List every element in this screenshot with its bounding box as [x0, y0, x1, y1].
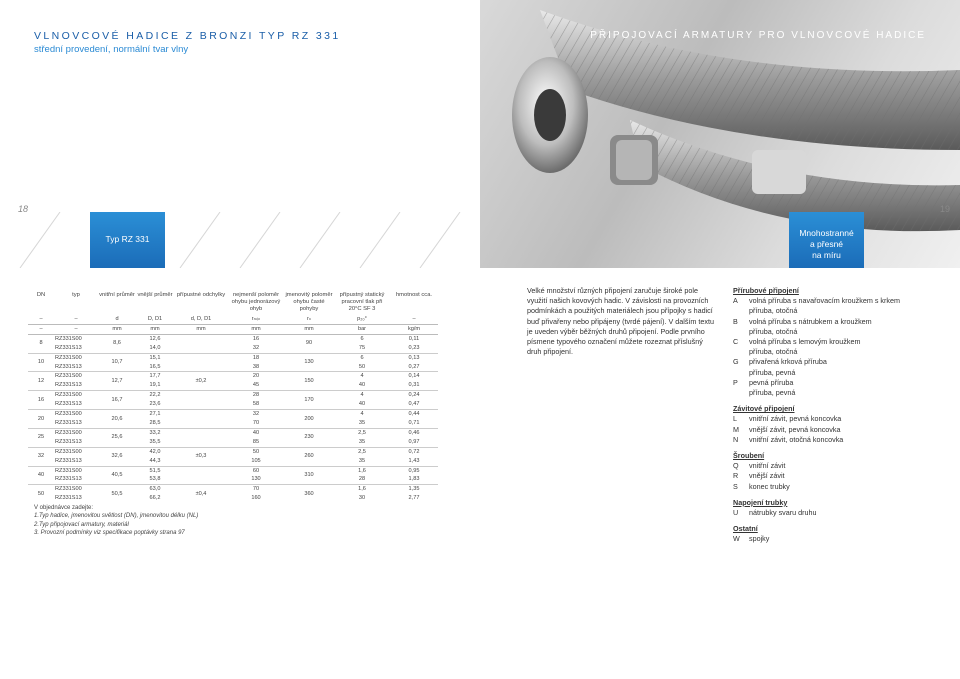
unit-cell: mm [228, 324, 284, 334]
table-cell: 18 [228, 353, 284, 362]
left-page-header [0, 0, 480, 268]
table-row [28, 344, 438, 353]
table-cell: 85 [252, 438, 260, 445]
table-cell: 0,47 [408, 401, 420, 408]
legend-description: vnitřní závit, otočná koncovka [749, 434, 844, 444]
legend-item [733, 388, 933, 398]
table-cell: 360 [284, 485, 334, 503]
legend-section [733, 524, 933, 544]
unit-cell: – [54, 324, 98, 334]
table-cell: 0,14 [390, 372, 438, 381]
table-cell [174, 391, 228, 410]
table-cell: RZ331S00 [54, 428, 98, 437]
table-cell: 42,0 [136, 447, 174, 456]
slogan-badge [789, 212, 864, 268]
table-cell: 14,0 [149, 344, 161, 351]
table-row [28, 447, 438, 456]
symbol-cell: – [74, 316, 78, 322]
table-cell: 0,46 [390, 428, 438, 437]
table-cell: 16 [228, 334, 284, 343]
table-row [28, 391, 438, 400]
col-header: vnitřní průměr [99, 292, 135, 298]
legend-item [733, 306, 933, 316]
table-cell: 70 [228, 485, 284, 494]
col-header: DN [36, 292, 46, 298]
legend-code: C [733, 337, 739, 347]
symbol-cell: – [39, 316, 43, 322]
table-cell: 32 [28, 447, 54, 466]
legend-description: vnitřní závit, pevná koncovka [749, 414, 842, 424]
table-cell: RZ331S13 [55, 363, 82, 370]
legend-item [733, 425, 933, 435]
legend-item [733, 471, 933, 481]
table-cell: 1,35 [390, 485, 438, 494]
type-badge [90, 212, 165, 268]
symbol-cell: – [412, 316, 416, 322]
table-cell: 16,5 [149, 363, 161, 370]
table-cell: 35 [358, 457, 366, 464]
legend-description: vnější závit, pevná koncovka [749, 424, 841, 434]
table-cell: 17,7 [136, 372, 174, 381]
table-row [28, 466, 438, 475]
intro-paragraph: Velké množství různých připojení zaručuje široké pole využití našich kovových hadic. V závislosti na provozních podmínkách a použitých materiálech jsou přípojky s hadicí buď přivařeny nebo připájeny (tvrdé pájení). V dalším textu je uveden výběr běžných druhů připojení. Podle prvního písmene typového označení můžete rozeznat příslušný druh připojení. [527, 286, 714, 357]
table-cell: 16,7 [98, 391, 136, 410]
legend-item [733, 327, 933, 337]
legend-description: vnější závit [749, 471, 785, 481]
col-header: vnější průměr [137, 292, 173, 298]
table-cell: 12,6 [136, 334, 174, 343]
table-cell: 2,77 [408, 495, 420, 502]
table-cell: RZ331S00 [54, 485, 98, 494]
legend-code: B [733, 316, 738, 326]
col-header: nejmenší poloměr ohybu jednorázový ohyb [231, 292, 281, 312]
legend-code: S [733, 481, 738, 491]
symbol-cell: d, D, D1 [190, 316, 212, 322]
legend-item [733, 461, 933, 471]
spec-table-wrapper [28, 290, 438, 503]
legend-description: nátrubky svaru druhu [749, 508, 817, 518]
table-cell: 10,7 [98, 353, 136, 372]
table-cell: RZ331S13 [55, 401, 82, 408]
legend-code: Q [733, 461, 739, 471]
legend-item [733, 414, 933, 424]
table-cell: ±0,2 [174, 372, 228, 391]
table-cell: 28 [228, 391, 284, 400]
table-cell: 200 [284, 410, 334, 429]
table-cell: 310 [284, 466, 334, 485]
col-header: jmenovitý poloměr ohybu časté pohyby [285, 292, 333, 312]
legend-section [733, 404, 933, 445]
spec-table-body [28, 334, 438, 503]
table-cell: 150 [284, 372, 334, 391]
table-cell: 1,6 [334, 466, 390, 475]
table-cell: 32,6 [98, 447, 136, 466]
legend-heading: Šroubení [733, 451, 765, 461]
legend-description: příruba, pevná [749, 388, 796, 398]
table-cell: 19,1 [149, 382, 161, 389]
table-cell: 44,3 [149, 457, 161, 464]
unit-cell: mm [284, 324, 334, 334]
order-notes [34, 504, 198, 537]
col-header: přípustný statický pracovní tlak při 20°C SF 3 [339, 292, 385, 312]
table-cell: RZ331S00 [54, 391, 98, 400]
table-cell: 6 [334, 334, 390, 343]
table-cell [174, 466, 228, 485]
legend-item [733, 347, 933, 357]
table-cell: 22,2 [136, 391, 174, 400]
table-cell: 2,5 [334, 447, 390, 456]
product-photo [480, 0, 960, 268]
slogan-line: na míru [812, 250, 841, 260]
legend-item [733, 534, 933, 544]
legend-item [733, 378, 933, 388]
table-cell: 0,11 [390, 334, 438, 343]
table-cell: 8,6 [98, 334, 136, 353]
table-cell: ±0,4 [174, 485, 228, 503]
legend-item [733, 317, 933, 327]
left-page-number: 18 [18, 204, 29, 214]
legend-description: příruba, otočná [749, 306, 798, 316]
table-cell: RZ331S00 [54, 372, 98, 381]
table-units-row [28, 324, 438, 334]
table-cell: 0,27 [408, 363, 420, 370]
unit-cell: mm [136, 324, 174, 334]
legend-code [733, 347, 749, 357]
table-cell: 40 [358, 382, 366, 389]
legend-description: volná příruba s navařovacím kroužkem s krkem [749, 296, 900, 306]
table-cell: 4 [334, 410, 390, 419]
legend-code: W [733, 534, 740, 544]
table-cell: 40,5 [98, 466, 136, 485]
table-cell: 25,6 [98, 428, 136, 447]
table-cell: 90 [284, 334, 334, 353]
table-cell: 0,13 [390, 353, 438, 362]
connection-legend [733, 286, 933, 551]
table-cell: RZ331S13 [55, 438, 82, 445]
table-cell: ±0,3 [174, 447, 228, 466]
note-item: 3. Provozní podmínky viz specifikace poptávky strana 97 [34, 529, 185, 536]
legend-item [733, 296, 933, 306]
table-cell: 105 [251, 457, 261, 464]
table-cell: 50 [358, 363, 366, 370]
table-cell: 50 [28, 485, 54, 503]
table-cell: 75 [358, 344, 366, 351]
table-cell: 66,2 [149, 495, 161, 502]
table-cell: 33,2 [136, 428, 174, 437]
slogan-line: Mnohostranné [799, 228, 854, 238]
table-cell: 38 [252, 363, 260, 370]
legend-heading: Napojení trubky [733, 497, 788, 507]
table-cell: 50,5 [98, 485, 136, 503]
table-symbol-row [28, 315, 438, 324]
legend-heading: Ostatní [733, 524, 758, 534]
table-cell: 63,0 [136, 485, 174, 494]
table-row [28, 475, 438, 484]
legend-code [733, 368, 749, 378]
table-cell: RZ331S13 [55, 344, 82, 351]
left-page-title: VLNOVCOVÉ HADICE Z BRONZI TYP RZ 331 [34, 30, 341, 42]
left-page-subtitle: střední provedení, normální tvar vlny [34, 44, 189, 55]
table-row [28, 381, 438, 390]
unit-cell: mm [98, 324, 136, 334]
col-header: hmotnost cca. [395, 292, 433, 298]
legend-code: G [733, 357, 739, 367]
table-cell: 20 [228, 372, 284, 381]
slogan-line: a přesné [809, 239, 844, 249]
table-cell: RZ331S00 [54, 447, 98, 456]
legend-description: volná příruba s lemovým kroužkem [749, 337, 861, 347]
table-cell [174, 334, 228, 353]
legend-description: pevná příruba [749, 377, 794, 387]
table-row [28, 410, 438, 419]
table-row [28, 457, 438, 466]
table-cell: 8 [28, 334, 54, 353]
table-cell: 0,44 [390, 410, 438, 419]
table-cell: 25 [28, 428, 54, 447]
table-cell: 20 [28, 410, 54, 429]
table-cell: 4 [334, 391, 390, 400]
legend-section [733, 451, 933, 492]
legend-item [733, 508, 933, 518]
table-cell: 170 [284, 391, 334, 410]
table-cell: 1,83 [408, 476, 420, 483]
right-page-number: 19 [939, 204, 950, 214]
table-cell: 6 [334, 353, 390, 362]
table-cell: 40 [228, 428, 284, 437]
table-cell: 51,5 [136, 466, 174, 475]
table-cell [174, 410, 228, 429]
legend-code: N [733, 434, 739, 444]
legend-description: vnitřní závit [749, 461, 786, 471]
legend-code: L [733, 414, 737, 424]
table-cell: 0,24 [390, 391, 438, 400]
table-row [28, 334, 438, 343]
right-page-title: PŘIPOJOVACÍ ARMATURY PRO VLNOVCOVÉ HADICE [590, 30, 926, 41]
table-cell: RZ331S00 [54, 466, 98, 475]
symbol-cell: rₙ [306, 316, 312, 322]
table-cell: 23,6 [149, 401, 161, 408]
table-cell: 0,23 [408, 344, 420, 351]
table-cell: RZ331S13 [55, 419, 82, 426]
table-cell: 27,1 [136, 410, 174, 419]
symbol-cell: d [115, 316, 119, 322]
table-cell: RZ331S13 [55, 476, 82, 483]
table-cell: 4 [334, 372, 390, 381]
type-badge-label: Typ RZ 331 [105, 234, 150, 244]
legend-item [733, 368, 933, 378]
legend-item [733, 435, 933, 445]
legend-description: volná příruba s nátrubkem a kroužkem [749, 316, 872, 326]
legend-item [733, 357, 933, 367]
symbol-cell: p₂₀° [357, 316, 367, 322]
table-cell: 15,1 [136, 353, 174, 362]
table-cell: 35,5 [149, 438, 161, 445]
table-cell: 160 [251, 495, 261, 502]
table-cell [174, 353, 228, 372]
table-row [28, 438, 438, 447]
table-row [28, 428, 438, 437]
legend-code: U [733, 508, 739, 518]
table-cell: 12 [28, 372, 54, 391]
table-row [28, 494, 438, 503]
unit-cell: – [28, 324, 54, 334]
table-row [28, 372, 438, 381]
legend-description: příruba, otočná [749, 347, 798, 357]
legend-description: přivařená krková příruba [749, 357, 827, 367]
symbol-cell: D, D1 [147, 316, 163, 322]
table-row [28, 363, 438, 372]
legend-code [733, 306, 749, 316]
unit-cell: bar [334, 324, 390, 334]
table-cell: 130 [284, 353, 334, 372]
table-cell: 32 [228, 410, 284, 419]
table-cell: RZ331S13 [55, 457, 82, 464]
legend-description: konec trubky [749, 481, 790, 491]
decorative-stripes [0, 212, 480, 268]
table-cell: 30 [358, 495, 366, 502]
table-cell: RZ331S13 [55, 382, 82, 389]
table-cell: 260 [284, 447, 334, 466]
table-cell: 28,5 [149, 419, 161, 426]
legend-code: M [733, 424, 739, 434]
table-cell: 230 [284, 428, 334, 447]
legend-description: příruba, pevná [749, 367, 796, 377]
legend-section [733, 286, 933, 398]
table-cell: 0,31 [408, 382, 420, 389]
table-row [28, 353, 438, 362]
table-cell: 53,8 [149, 476, 161, 483]
table-cell: 35 [358, 419, 366, 426]
table-cell: 40 [358, 401, 366, 408]
legend-description: příruba, otočná [749, 326, 798, 336]
note-item: 2.Typ připojovací armatury, materiál [34, 521, 129, 528]
table-cell: 28 [358, 476, 366, 483]
unit-cell: mm [174, 324, 228, 334]
table-cell: 0,97 [408, 438, 420, 445]
table-cell: 0,72 [390, 447, 438, 456]
table-cell [174, 428, 228, 447]
table-header-row [28, 290, 438, 315]
table-cell: 20,6 [98, 410, 136, 429]
legend-code: A [733, 296, 738, 306]
notes-heading: V objednávce zadejte: [34, 505, 94, 511]
table-cell: RZ331S00 [54, 353, 98, 362]
table-cell: 2,5 [334, 428, 390, 437]
legend-heading: Závitové připojení [733, 404, 795, 414]
table-cell: 32 [252, 344, 260, 351]
legend-code [733, 327, 749, 337]
col-header: typ [72, 292, 80, 298]
symbol-cell: rₘᵢₙ [251, 316, 261, 322]
table-cell: 70 [252, 419, 260, 426]
col-header: přípustné odchylky [176, 292, 226, 298]
table-cell: 40 [28, 466, 54, 485]
table-cell: 45 [252, 382, 260, 389]
spec-table [28, 290, 438, 503]
table-cell: 35 [358, 438, 366, 445]
table-row [28, 400, 438, 409]
table-cell: 50 [228, 447, 284, 456]
legend-description: spojky [749, 534, 770, 544]
table-cell: 16 [28, 391, 54, 410]
table-cell: 1,6 [334, 485, 390, 494]
legend-item [733, 482, 933, 492]
table-cell: RZ331S00 [54, 410, 98, 419]
table-cell: RZ331S00 [54, 334, 98, 343]
table-cell: RZ331S13 [55, 495, 82, 502]
table-cell: 0,71 [408, 419, 420, 426]
table-row [28, 485, 438, 494]
legend-code: R [733, 471, 739, 481]
unit-cell: kg/m [390, 324, 438, 334]
table-cell: 58 [252, 401, 260, 408]
table-cell: 130 [251, 476, 261, 483]
table-cell: 12,7 [98, 372, 136, 391]
table-cell: 0,95 [390, 466, 438, 475]
legend-code [733, 388, 749, 398]
table-cell: 10 [28, 353, 54, 372]
table-cell: 60 [228, 466, 284, 475]
legend-code: P [733, 377, 738, 387]
legend-section [733, 498, 933, 518]
table-row [28, 419, 438, 428]
table-cell: 1,43 [408, 457, 420, 464]
legend-heading: Přírubové připojení [733, 286, 799, 295]
legend-item [733, 337, 933, 347]
note-item: 1.Typ hadice, jmenovitou světlost (DN), jmenovitou délku (NL) [34, 513, 199, 520]
